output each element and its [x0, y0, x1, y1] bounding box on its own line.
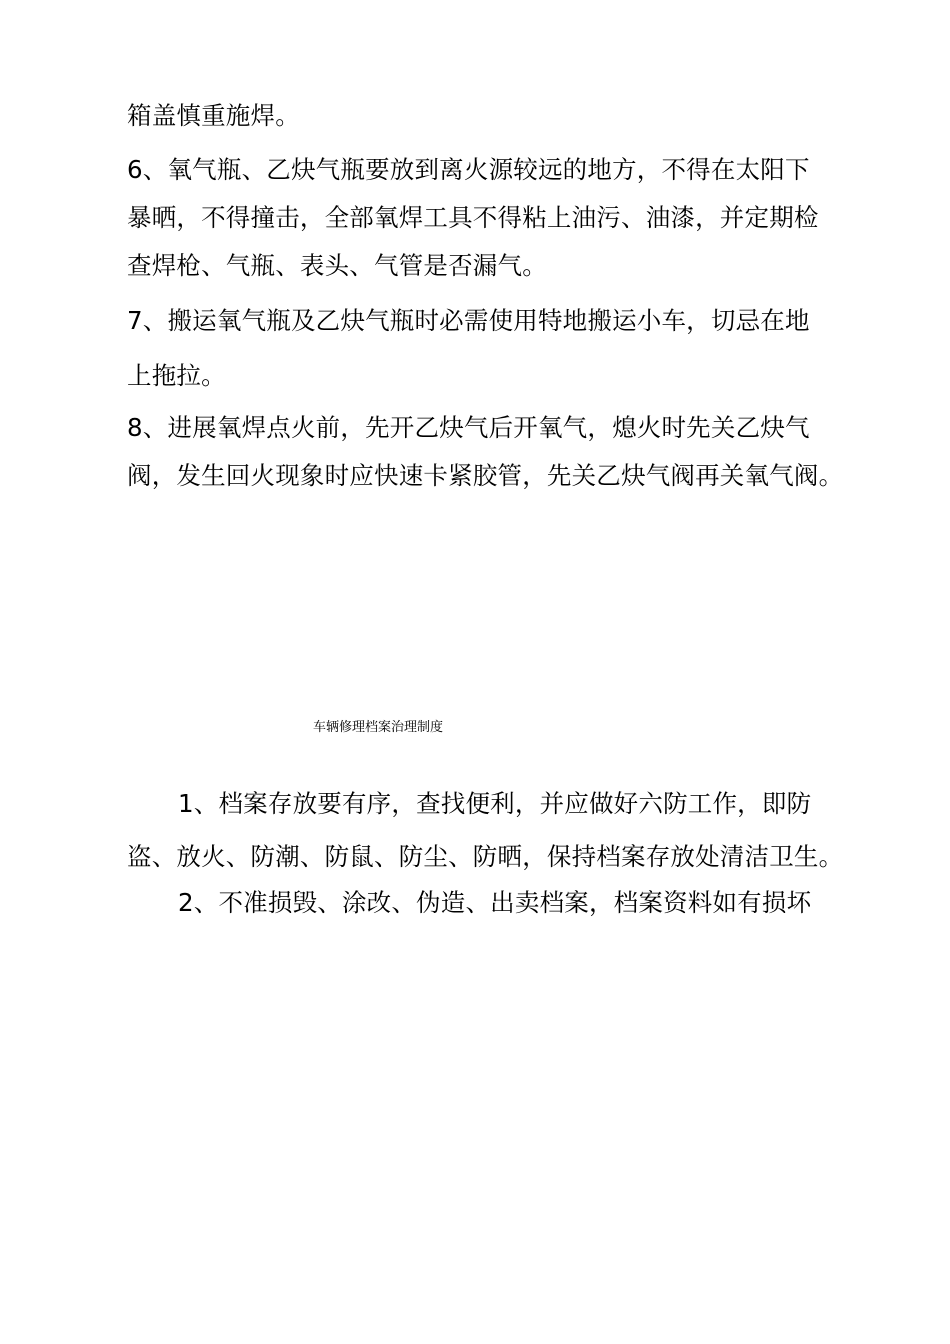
section-title: 车辆修理档案治理制度	[313, 720, 444, 735]
text-line: 查焊枪、气瓶、表头、气管是否漏气。	[127, 251, 547, 280]
text-line: 上拖拉。	[127, 361, 226, 390]
text-line: 6、氧气瓶、乙炔气瓶要放到离火源较远的地方，不得在太阳下	[127, 155, 810, 184]
text-line: 8、进展氧焊点火前，先开乙炔气后开氧气，熄火时先关乙炔气	[127, 413, 810, 442]
text-line: 7、搬运氧气瓶及乙炔气瓶时必需使用特地搬运小车，切忌在地	[127, 306, 810, 335]
text-line: 盗、放火、防潮、防鼠、防尘、防晒，保持档案存放处清洁卫生。	[127, 842, 844, 871]
text-line: 箱盖慎重施焊。	[127, 101, 300, 130]
text-line: 阀，发生回火现象时应快速卡紧胶管，先关乙炔气阀再关氧气阀。	[127, 461, 844, 490]
text-line: 2、不准损毁、涂改、伪造、出卖档案，档案资料如有损坏	[178, 888, 812, 917]
text-line: 暴晒，不得撞击，全部氧焊工具不得粘上油污、油漆，并定期检	[127, 203, 819, 232]
text-line: 1、档案存放要有序，查找便利，并应做好六防工作，即防	[178, 789, 812, 818]
